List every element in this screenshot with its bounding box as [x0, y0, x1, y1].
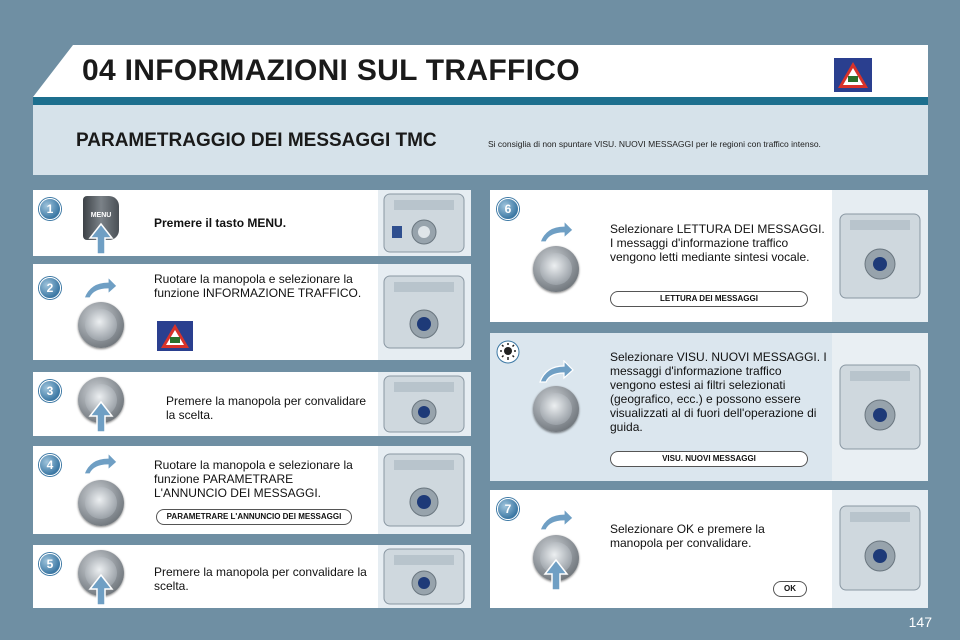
- traffic-warning-icon: [834, 58, 872, 92]
- step-number-3: 3: [39, 380, 61, 402]
- accent-band: [33, 97, 928, 105]
- step-number-1: 1: [39, 198, 61, 220]
- control-knob-icon: [533, 386, 579, 432]
- menu-key-icon: MENU: [83, 196, 119, 240]
- console-image: [378, 264, 471, 360]
- step-7-text: Selezionare OK e premere la manopola per convalidare.: [610, 522, 765, 550]
- control-knob-icon: [78, 302, 124, 348]
- console-image: [378, 372, 471, 436]
- header-corner: [33, 45, 73, 97]
- lightbulb-tip-icon: [496, 340, 520, 364]
- radio-console-icon: [378, 372, 471, 436]
- step-1-text: Premere il tasto MENU.: [154, 216, 287, 230]
- page-number: 147: [908, 614, 932, 630]
- console-image: [378, 446, 471, 534]
- visu-nuovi-messaggi-button[interactable]: VISU. NUOVI MESSAGGI: [610, 451, 808, 467]
- control-knob-icon: [78, 480, 124, 526]
- rotate-arrow-icon: [538, 360, 574, 384]
- press-arrow-icon: [543, 558, 569, 592]
- step-number-6: 6: [497, 198, 519, 220]
- console-image: [832, 333, 928, 481]
- radio-console-icon: [832, 190, 928, 322]
- rotate-arrow-icon: [538, 508, 574, 532]
- press-arrow-icon: [88, 400, 114, 434]
- step-number-5: 5: [39, 553, 61, 575]
- radio-console-icon: [378, 545, 471, 608]
- radio-console-icon: [378, 190, 471, 256]
- press-arrow-icon: [88, 573, 114, 607]
- console-image: [378, 545, 471, 608]
- console-image: [832, 490, 928, 608]
- step-2-text: Ruotare la manopola e selezionare la funzione INFORMAZIONE TRAFFICO.: [154, 272, 362, 300]
- rotate-arrow-icon: [82, 276, 118, 300]
- page-title: 04 INFORMAZIONI SUL TRAFFICO: [82, 54, 580, 87]
- radio-console-icon: [832, 333, 928, 481]
- step-4-text: Ruotare la manopola e selezionare la funzione PARAMETRARE L'ANNUNCIO DEI MESSAGGI.: [154, 458, 353, 500]
- console-image: [832, 190, 928, 322]
- step-number-7: 7: [497, 498, 519, 520]
- step-3-text: Premere la manopola per convalidare la scelta.: [166, 394, 367, 422]
- rotate-arrow-icon: [82, 452, 118, 476]
- lettura-messaggi-button[interactable]: LETTURA DEI MESSAGGI: [610, 291, 808, 307]
- radio-console-icon: [378, 446, 471, 534]
- traffic-info-icon: [157, 321, 193, 351]
- step-6-text: Selezionare LETTURA DEI MESSAGGI. I messaggi d'informazione traffico vengono letti mediante sintesi vocale.: [610, 222, 825, 264]
- console-image: [378, 190, 471, 256]
- rotate-arrow-icon: [538, 220, 574, 244]
- advice-note: Si consiglia di non spuntare VISU. NUOVI MESSAGGI per le regioni con traffico intenso.: [488, 139, 821, 149]
- radio-console-icon: [378, 264, 471, 360]
- parametrare-annuncio-button[interactable]: PARAMETRARE L'ANNUNCIO DEI MESSAGGI: [156, 509, 352, 525]
- tip-text: Selezionare VISU. NUOVI MESSAGGI. I messaggi d'informazione traffico vengono estesi ai filtri selezionati (geografico, ecc.) e possono essere visualizzati al di fuori dell'operazione di guida.: [610, 350, 827, 434]
- step-number-2: 2: [39, 277, 61, 299]
- ok-button[interactable]: OK: [773, 581, 807, 597]
- control-knob-icon: [533, 246, 579, 292]
- step-5-text: Premere la manopola per convalidare la scelta.: [154, 565, 367, 593]
- section-subtitle: PARAMETRAGGIO DEI MESSAGGI TMC: [76, 130, 437, 151]
- step-number-4: 4: [39, 454, 61, 476]
- radio-console-icon: [832, 490, 928, 608]
- press-arrow-icon: [88, 222, 114, 256]
